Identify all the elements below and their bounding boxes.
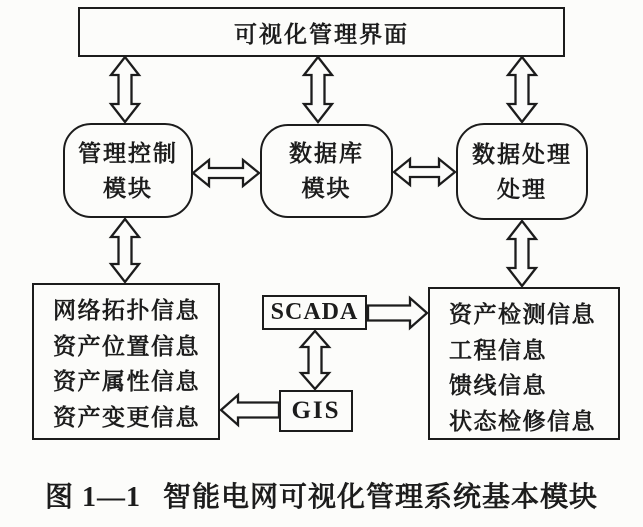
node-visualization-management-interface [78, 7, 565, 57]
arrow-db-dataprocessing-icon [394, 159, 455, 185]
node-network-asset-info-list [32, 283, 220, 440]
arrow-mgmt-leftinfo-icon [111, 219, 139, 282]
info-line: 资产属性信息 [53, 369, 200, 394]
arrow-gis-leftinfo-icon [221, 395, 279, 425]
arrow-mgmt-db-icon [193, 160, 259, 186]
node-database-module [260, 124, 393, 218]
node-scada [262, 295, 367, 330]
arrow-interface-mgmt-icon [111, 57, 139, 122]
info-line: 网络拓扑信息 [53, 298, 200, 323]
node-label-line1: 管理控制 [78, 140, 178, 166]
info-line: 资产检测信息 [449, 302, 596, 327]
node-label: 可视化管理界面 [234, 21, 409, 47]
node-gis [279, 390, 353, 432]
arrow-interface-db-icon [304, 57, 332, 122]
node-label: GIS [291, 397, 341, 424]
node-label: SCADA [270, 299, 359, 325]
info-line: 工程信息 [449, 337, 547, 363]
info-line: 状态检修信息 [449, 408, 596, 434]
node-label-line1: 数据处理 [472, 141, 572, 167]
arrow-scada-gis-icon [301, 331, 329, 389]
info-line: 资产位置信息 [53, 333, 200, 359]
info-line: 馈线信息 [449, 373, 547, 398]
node-data-processing-module [456, 123, 588, 220]
node-label-line1: 数据库 [289, 141, 364, 166]
arrow-interface-dataprocessing-icon [508, 57, 536, 122]
node-label-line2: 处理 [497, 176, 547, 202]
info-line: 资产变更信息 [53, 404, 200, 430]
figure-caption-text: 智能电网可视化管理系统基本模块 [163, 482, 599, 513]
node-asset-detection-info-list [428, 287, 620, 440]
arrow-dataprocessing-rightinfo-icon [508, 221, 536, 286]
node-label-line2: 模块 [301, 176, 352, 201]
figure-caption-number: 图 1—1 [44, 482, 141, 513]
arrow-scada-rightinfo-icon [368, 298, 427, 328]
node-label-line2: 模块 [103, 175, 153, 201]
figure-caption [0, 475, 643, 515]
node-management-control-module [63, 123, 193, 218]
